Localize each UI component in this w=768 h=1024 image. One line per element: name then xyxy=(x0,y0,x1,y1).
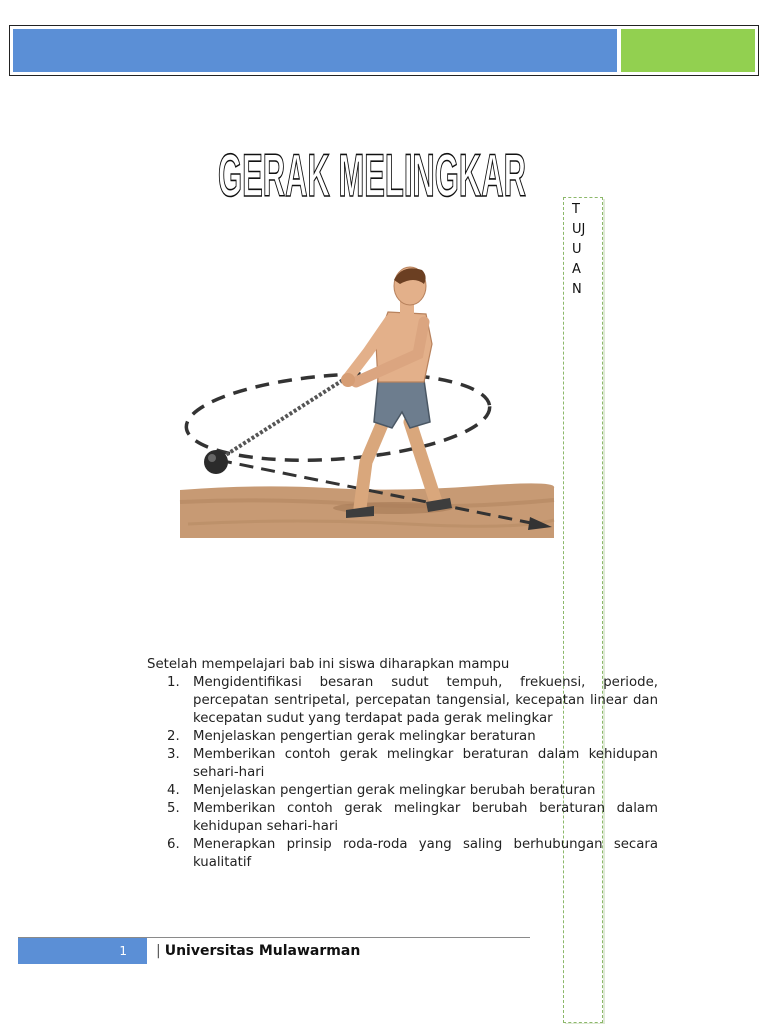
header-bar xyxy=(9,25,759,76)
list-text: Mengidentifikasi besaran sudut tempuh, frekuensi, periode, percepatan sentripetal, percepatan tangensial, kecepatan linear dan kecepatan sudut yang terdapat pada gerak melingkar xyxy=(193,675,658,726)
list-number: 4. xyxy=(167,783,180,798)
list-text: Menjelaskan pengertian gerak melingkar berubah beraturan xyxy=(193,783,596,798)
page-number: 1 xyxy=(18,938,147,964)
list-item xyxy=(165,728,658,746)
list-item xyxy=(165,746,658,782)
tujuan-letter: UJ xyxy=(572,222,586,237)
list-number: 6. xyxy=(167,837,180,852)
list-text: Menjelaskan pengertian gerak melingkar beraturan xyxy=(193,729,536,744)
hammer-thrower-illustration xyxy=(178,262,556,542)
list-text: Memberikan contoh gerak melingkar berubah beraturan dalam kehidupan sehari-hari xyxy=(193,801,658,834)
footer-separator: | xyxy=(156,943,161,959)
list-item xyxy=(165,674,658,728)
page-title-text: GERAK MELINGKAR xyxy=(218,142,526,209)
objectives-list xyxy=(165,674,658,872)
footer-university xyxy=(156,941,360,961)
list-text: Menerapkan prinsip roda-roda yang saling berhubungan secara kualitatif xyxy=(193,837,658,870)
objectives-intro: Setelah mempelajari bab ini siswa diharapkan mampu xyxy=(147,657,510,672)
list-item xyxy=(165,782,658,800)
university-name: Universitas Mulawarman xyxy=(164,943,361,959)
tujuan-sidebar xyxy=(563,197,603,1023)
list-number: 5. xyxy=(167,801,180,816)
list-item xyxy=(165,836,658,872)
list-number: 2. xyxy=(167,729,180,744)
tujuan-letter: T xyxy=(572,202,580,217)
tujuan-letter: N xyxy=(572,282,582,297)
tujuan-letter: U xyxy=(572,242,582,257)
page-title xyxy=(212,140,532,210)
tujuan-letter: A xyxy=(572,262,581,277)
list-number: 3. xyxy=(167,747,180,762)
list-item xyxy=(165,800,658,836)
list-text: Memberikan contoh gerak melingkar beraturan dalam kehidupan sehari-hari xyxy=(193,747,658,780)
header-blue-block xyxy=(13,29,619,72)
list-number: 1. xyxy=(167,675,180,690)
header-green-block xyxy=(621,29,755,72)
